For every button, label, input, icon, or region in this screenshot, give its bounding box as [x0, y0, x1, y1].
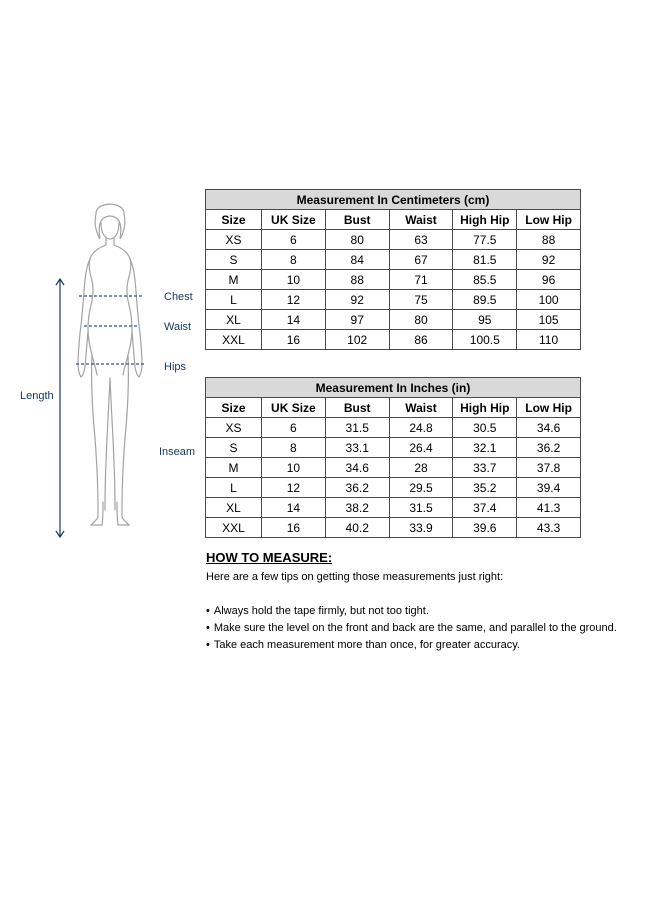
- table-cell: L: [206, 290, 262, 310]
- waist-label: Waist: [164, 321, 192, 333]
- table-cell: 33.1: [325, 438, 389, 458]
- table-header-row: [206, 210, 581, 230]
- table-cell: 85.5: [453, 270, 517, 290]
- table-row: [206, 418, 581, 438]
- table-cell: 24.8: [389, 418, 453, 438]
- table-cell: 40.2: [325, 518, 389, 538]
- chest-label: Chest: [164, 291, 193, 303]
- bullet-icon: •: [206, 622, 210, 634]
- how-to-measure-heading: HOW TO MEASURE:: [206, 550, 333, 565]
- table-cell: 30.5: [453, 418, 517, 438]
- table-row: [206, 250, 581, 270]
- table-cell: 86: [389, 330, 453, 350]
- table-cell: 14: [262, 310, 326, 330]
- table-cell: 16: [262, 518, 326, 538]
- table-cell: 34.6: [517, 418, 581, 438]
- table-cell: 100.5: [453, 330, 517, 350]
- column-header: Low Hip: [517, 210, 581, 230]
- table-cell: 71: [389, 270, 453, 290]
- table-cell: 95: [453, 310, 517, 330]
- table-cell: 102: [325, 330, 389, 350]
- table-cell: 92: [325, 290, 389, 310]
- table-row: [206, 290, 581, 310]
- size-table-inches: [205, 377, 581, 538]
- table-cell: 67: [389, 250, 453, 270]
- table-row: [206, 478, 581, 498]
- table-cell: 88: [325, 270, 389, 290]
- column-header: Bust: [325, 398, 389, 418]
- table-cell: 8: [262, 250, 326, 270]
- column-header: UK Size: [262, 210, 326, 230]
- table-cell: 39.6: [453, 518, 517, 538]
- table-cell: L: [206, 478, 262, 498]
- table-cell: 6: [262, 418, 326, 438]
- column-header: High Hip: [453, 398, 517, 418]
- table-cell: 31.5: [325, 418, 389, 438]
- table-cell: 89.5: [453, 290, 517, 310]
- tip-item: • Always hold the tape firmly, but not too tight.: [206, 605, 429, 617]
- table-row: [206, 270, 581, 290]
- length-label: Length: [20, 390, 54, 402]
- table-cell: XS: [206, 230, 262, 250]
- table-cell: 75: [389, 290, 453, 310]
- table-cell: M: [206, 458, 262, 478]
- table-cell: 31.5: [389, 498, 453, 518]
- bullet-icon: •: [206, 605, 210, 617]
- inseam-label: Inseam: [159, 446, 196, 458]
- table-header-row: [206, 398, 581, 418]
- table-cell: 32.1: [453, 438, 517, 458]
- table-row: [206, 458, 581, 478]
- length-arrow: [53, 276, 67, 540]
- table-cell: 10: [262, 458, 326, 478]
- table-row: [206, 518, 581, 538]
- table-cell: 110: [517, 330, 581, 350]
- table-cell: 43.3: [517, 518, 581, 538]
- table-cell: 36.2: [517, 438, 581, 458]
- table-cell: 28: [389, 458, 453, 478]
- table-cell: 105: [517, 310, 581, 330]
- table-cell: 80: [325, 230, 389, 250]
- table-cell: 37.4: [453, 498, 517, 518]
- table-cell: 34.6: [325, 458, 389, 478]
- column-header: Low Hip: [517, 398, 581, 418]
- table-cell: XXL: [206, 330, 262, 350]
- tip-item: • Make sure the level on the front and back are the same, and parallel to the ground.: [206, 622, 617, 634]
- table-cell: 12: [262, 290, 326, 310]
- table-cell: 41.3: [517, 498, 581, 518]
- table-cell: 36.2: [325, 478, 389, 498]
- column-header: Waist: [389, 210, 453, 230]
- table-cell: 16: [262, 330, 326, 350]
- table-cell: 33.9: [389, 518, 453, 538]
- table-cell: 81.5: [453, 250, 517, 270]
- table-cell: 96: [517, 270, 581, 290]
- hips-label: Hips: [164, 361, 187, 373]
- table-cell: XL: [206, 498, 262, 518]
- table-row: [206, 230, 581, 250]
- table-cell: 39.4: [517, 478, 581, 498]
- table-cell: 80: [389, 310, 453, 330]
- body-outline: [78, 204, 142, 525]
- table-cell: 6: [262, 230, 326, 250]
- table-cell: 63: [389, 230, 453, 250]
- table-cell: 35.2: [453, 478, 517, 498]
- table-cell: 97: [325, 310, 389, 330]
- table-row: [206, 310, 581, 330]
- table-cell: 38.2: [325, 498, 389, 518]
- bullet-icon: •: [206, 639, 210, 651]
- table-row: [206, 330, 581, 350]
- table-cell: 26.4: [389, 438, 453, 458]
- column-header: UK Size: [262, 398, 326, 418]
- how-to-measure-section: [206, 550, 658, 654]
- tip-item: • Take each measurement more than once, for greater accuracy.: [206, 639, 520, 651]
- column-header: High Hip: [453, 210, 517, 230]
- table-cell: 84: [325, 250, 389, 270]
- table-cell: XXL: [206, 518, 262, 538]
- column-header: Waist: [389, 398, 453, 418]
- column-header: Bust: [325, 210, 389, 230]
- table-cell: M: [206, 270, 262, 290]
- table-cell: 33.7: [453, 458, 517, 478]
- measure-tips-list: [206, 603, 658, 654]
- table-cell: 8: [262, 438, 326, 458]
- table-title: Measurement In Inches (in): [206, 378, 581, 398]
- table-cell: 37.8: [517, 458, 581, 478]
- table-cell: XL: [206, 310, 262, 330]
- size-table-centimeters: [205, 189, 581, 350]
- table-cell: 10: [262, 270, 326, 290]
- table-title-row: [206, 190, 581, 210]
- column-header: Size: [206, 210, 262, 230]
- table-title: Measurement In Centimeters (cm): [206, 190, 581, 210]
- table-row: [206, 498, 581, 518]
- table-cell: S: [206, 250, 262, 270]
- table-cell: 77.5: [453, 230, 517, 250]
- how-to-measure-intro: Here are a few tips on getting those measurements just right:: [206, 571, 504, 583]
- table-cell: 92: [517, 250, 581, 270]
- table-cell: S: [206, 438, 262, 458]
- table-cell: 88: [517, 230, 581, 250]
- table-cell: 12: [262, 478, 326, 498]
- table-cell: 14: [262, 498, 326, 518]
- table-cell: 100: [517, 290, 581, 310]
- table-cell: 29.5: [389, 478, 453, 498]
- table-row: [206, 438, 581, 458]
- table-title-row: [206, 378, 581, 398]
- column-header: Size: [206, 398, 262, 418]
- table-cell: XS: [206, 418, 262, 438]
